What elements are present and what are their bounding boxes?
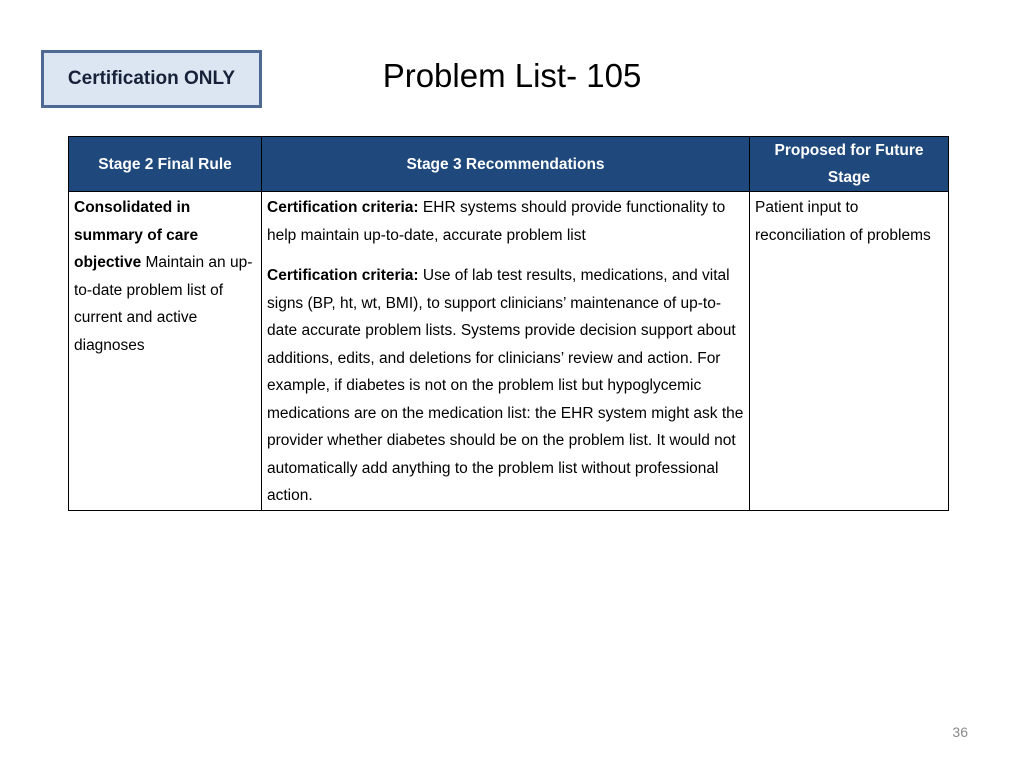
stage2-objective-label: Consolidated in summary of care objective <box>74 199 199 271</box>
certification-criteria-text: EHR systems should provide functionality to help maintain up-to-date, accurate problem list <box>267 199 726 244</box>
header-stage3-recommendations: Stage 3 Recommendations <box>262 137 750 192</box>
header-stage2-final-rule: Stage 2 Final Rule <box>69 137 262 192</box>
table-row <box>69 192 949 511</box>
badge-label: Certification ONLY <box>67 68 236 89</box>
page-title: Problem List- 105 <box>382 57 642 94</box>
recommendations-table <box>68 136 949 511</box>
certification-only-badge <box>41 50 262 108</box>
table-header-row <box>69 137 949 192</box>
cell-future-stage: Patient input to reconciliation of problems <box>750 192 949 511</box>
header-proposed-future-stage: Proposed for Future Stage <box>750 137 949 192</box>
certification-criteria-text: Use of lab test results, medications, and vital signs (BP, ht, wt, BMI), to support clinicians’ maintenance of up-to-date accurate problem lists. Systems provide decision support about additions, edits, and deletions for clinicians’ review and action. For example, if diabetes is not on the problem list but hypoglycemic medications are on the medication list: the EHR system might ask the provider whether diabetes should be on the problem list. It would not automatically add anything to the problem list without professional action. <box>267 267 744 504</box>
certification-criteria-label: Certification criteria: <box>267 267 419 284</box>
page-number: 36 <box>952 724 968 740</box>
stage3-paragraph <box>267 194 744 249</box>
certification-criteria-label: Certification criteria: <box>267 199 419 216</box>
stage2-objective-text: Maintain an up-to-date problem list of current and active diagnoses <box>74 254 253 354</box>
stage3-paragraph <box>267 262 744 510</box>
cell-stage3 <box>262 192 750 511</box>
cell-stage2 <box>69 192 262 511</box>
